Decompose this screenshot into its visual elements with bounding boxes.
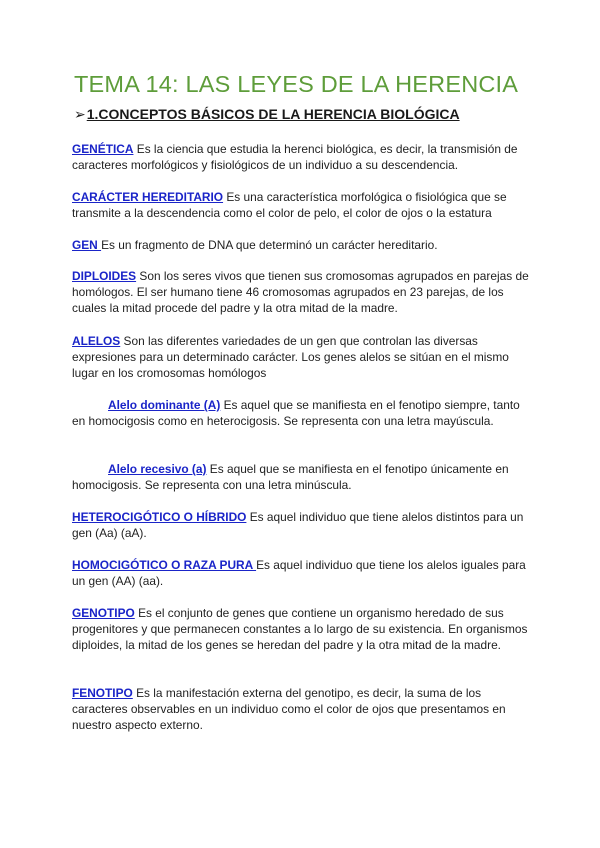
arrow-bullet-icon: ➢ [74,106,86,122]
definition-genetica [72,141,532,173]
section-heading-text: 1.CONCEPTOS BÁSICOS DE LA HERENCIA BIOLÓGICA [86,106,460,122]
definition-alelos [72,333,532,381]
definition-text: Es aquel individuo que tiene alelos distintos para un gen (Aa) (aA). [72,510,524,540]
definition-alelo-recesivo [72,461,532,493]
definition-text: Es aquel que se manifiesta en el fenotipo siempre, tanto en homocigosis como en heterocigosis. Se representa con una letra mayúscula. [72,398,520,428]
definition-text: Es la ciencia que estudia la herenci biológica, es decir, la transmisión de caracteres morfológicos y fisiológicos de un individuo a su descendencia. [72,142,518,172]
definition-diploides [72,268,532,316]
definition-heterocigotico [72,509,532,541]
term-genetica: GENÉTICA [72,142,134,156]
page-title: TEMA 14: LAS LEYES DE LA HERENCIA [74,71,519,97]
term-alelo-recesivo: Alelo recesivo (a) [108,462,207,476]
definition-homocigotico [72,557,532,589]
definition-text: Es una característica morfológica o fisiológica que se transmite a la descendencia como el color de pelo, el color de ojos o la estatura [72,190,507,220]
term-homocigotico: HOMOCIGÓTICO O RAZA PURA [72,558,257,572]
definition-fenotipo [72,685,532,733]
definition-alelo-dominante [72,397,532,429]
definition-caracter-hereditario [72,189,532,221]
term-caracter-hereditario: CARÁCTER HEREDITARIO [72,190,224,204]
definition-text: Son las diferentes variedades de un gen que controlan las diversas expresiones para un determinado carácter. Los genes alelos se sitúan en el mismo lugar en los cromosomas homólogos [72,334,509,380]
term-fenotipo: FENOTIPO [72,686,133,700]
term-heterocigotico: HETEROCIGÓTICO O HÍBRIDO [72,510,247,524]
term-alelos: ALELOS [72,334,121,348]
section-heading [74,106,460,123]
definition-text: Es la manifestación externa del genotipo, es decir, la suma de los caracteres observables en un individuo como el color de ojos que presentamos en nuestro aspecto externo. [72,686,506,732]
definition-text: Es un fragmento de DNA que determinó un carácter hereditario. [101,238,438,252]
definition-genotipo [72,605,532,653]
term-genotipo: GENOTIPO [72,606,135,620]
term-diploides: DIPLOIDES [72,269,137,283]
definition-text: Es el conjunto de genes que contiene un organismo heredado de sus progenitores y que permanecen constantes a lo largo de su existencia. En organismos diploides, la mitad de los genes se heredan del padre y la otra mitad de la madre. [72,606,528,652]
term-gen: GEN [72,238,102,252]
term-alelo-dominante: Alelo dominante (A) [108,398,221,412]
definition-gen [72,237,532,253]
definition-text: Son los seres vivos que tienen sus cromosomas agrupados en parejas de homólogos. El ser humano tiene 46 cromosomas agrupados en 23 parejas, de los cuales la mitad procede del padre y la otra mitad de la madre. [72,269,529,315]
definition-text: Es aquel individuo que tiene los alelos iguales para un gen (AA) (aa). [72,558,526,588]
definition-text: Es aquel que se manifiesta en el fenotipo únicamente en homocigosis. Se representa con una letra minúscula. [72,462,509,492]
